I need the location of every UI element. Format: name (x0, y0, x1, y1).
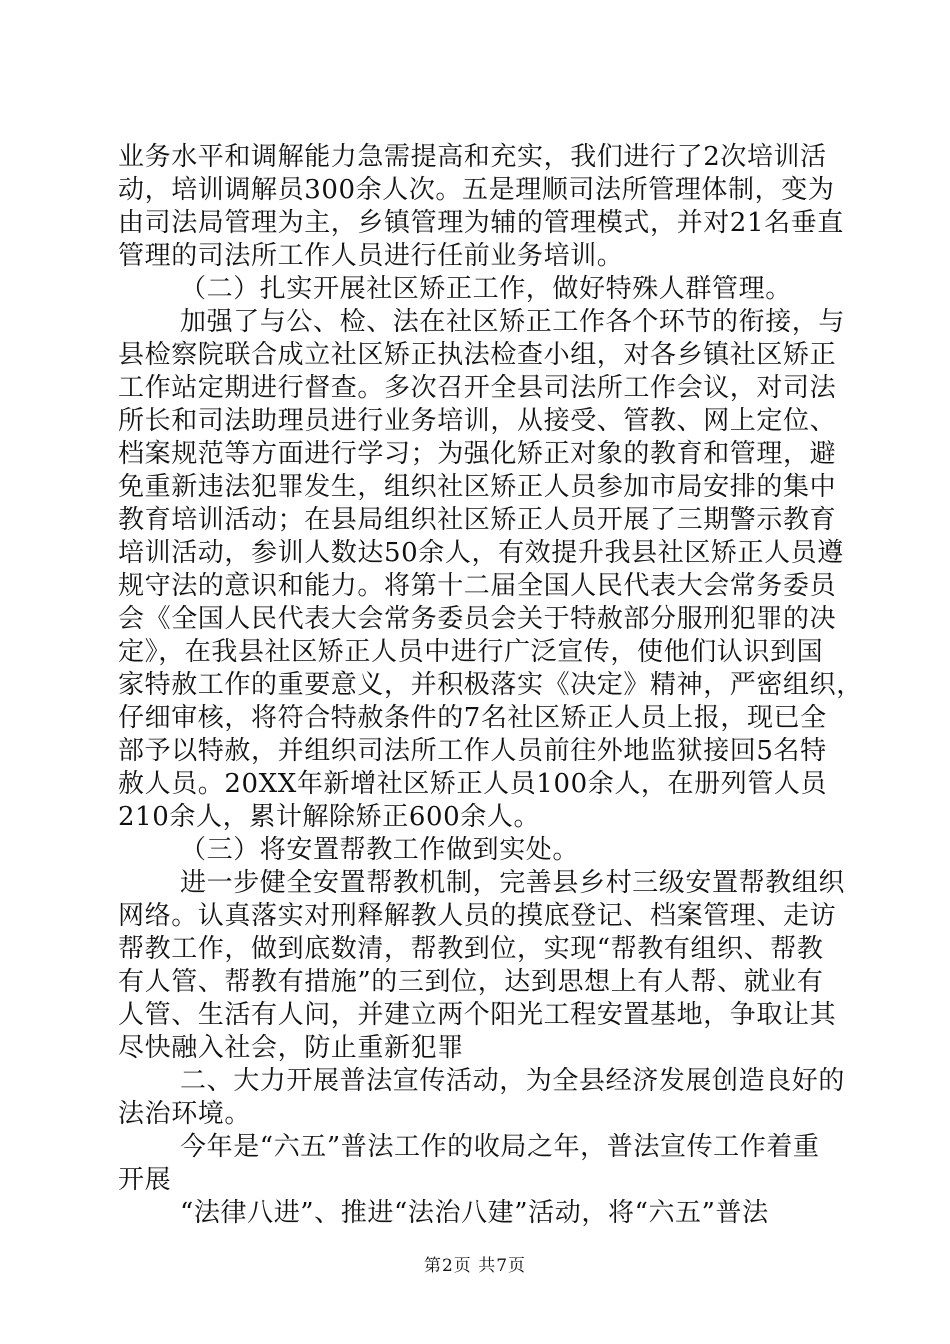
text-line: 开展 (118, 1165, 172, 1195)
text-line: 有人管、帮教有措施”的三到位，达到思想上有人帮、就业有 (118, 967, 824, 997)
text-line: 会《全国人民代表大会常务委员会关于特赦部分服刑犯罪的决 (118, 604, 837, 634)
text-line: 帮教工作，做到底数清，帮教到位，实现“帮教有组织、帮教 (118, 934, 824, 964)
text-line: 赦人员。20XX年新增社区矫正人员100余人，在册列管人员 (118, 769, 828, 799)
text-line: 业务水平和调解能力急需提高和充实，我们进行了2次培训活 (118, 142, 827, 172)
text-line: 管理的司法所工作人员进行任前业务培训。 (118, 241, 624, 271)
text-line: 所长和司法助理员进行业务培训，从接受、管教、网上定位、 (118, 406, 837, 436)
section-heading: （三）将安置帮教工作做到实处。 (180, 835, 580, 865)
text-line: 定》，在我县社区矫正人员中进行广泛宣传，使他们认识到国 (118, 637, 824, 667)
text-line: 今年是“六五”普法工作的收局之年，普法宣传工作着重 (180, 1132, 820, 1162)
text-line: 尽快融入社会，防止重新犯罪 (118, 1033, 464, 1063)
section-heading: （二）扎实开展社区矫正工作，做好特殊人群管理。 (180, 274, 792, 304)
text-line: 仔细审核，将符合特赦条件的7名社区矫正人员上报，现已全 (118, 703, 827, 733)
text-line: 进一步健全安置帮教机制，完善县乡村三级安置帮教组织 (180, 868, 846, 898)
text-line: 工作站定期进行督查。多次召开全县司法所工作会议，对司法 (118, 373, 837, 403)
text-line: 培训活动，参训人数达50余人，有效提升我县社区矫正人员遵 (118, 538, 844, 568)
text-line: 人管、生活有人问，并建立两个阳光工程安置基地，争取让其 (118, 1000, 837, 1030)
text-line: 210余人，累计解除矫正600余人。 (118, 802, 541, 832)
section-heading: 二、大力开展普法宣传活动，为全县经济发展创造良好的 (180, 1066, 846, 1096)
text-line: 教育培训活动；在县局组织社区矫正人员开展了三期警示教育 (118, 505, 837, 535)
page-footer: 第2页 共7页 (423, 1256, 527, 1276)
text-line: 部予以特赦，并组织司法所工作人员前往外地监狱接回5名特 (118, 736, 827, 766)
text-line: “法律八进”、推进“法治八建”活动，将“六五”普法 (180, 1198, 769, 1228)
text-line: 规守法的意识和能力。将第十二届全国人民代表大会常务委员 (118, 571, 837, 601)
text-line: 免重新违法犯罪发生，组织社区矫正人员参加市局安排的集中 (118, 472, 837, 502)
text-line: 加强了与公、检、法在社区矫正工作各个环节的衔接，与 (180, 307, 846, 337)
text-line: 档案规范等方面进行学习；为强化矫正对象的教育和管理，避 (118, 439, 837, 469)
text-line: 县检察院联合成立社区矫正执法检查小组，对各乡镇社区矫正 (118, 340, 837, 370)
text-line: 动，培训调解员300余人次。五是理顺司法所管理体制，变为 (118, 175, 835, 205)
text-line: 法治环境。 (118, 1099, 252, 1129)
text-line: 由司法局管理为主，乡镇管理为辅的管理模式，并对21名垂直 (118, 208, 844, 238)
text-line: 网络。认真落实对刑释解教人员的摸底登记、档案管理、走访 (118, 901, 837, 931)
text-line: 家特赦工作的重要意义，并积极落实《决定》精神，严密组织， (118, 670, 863, 700)
